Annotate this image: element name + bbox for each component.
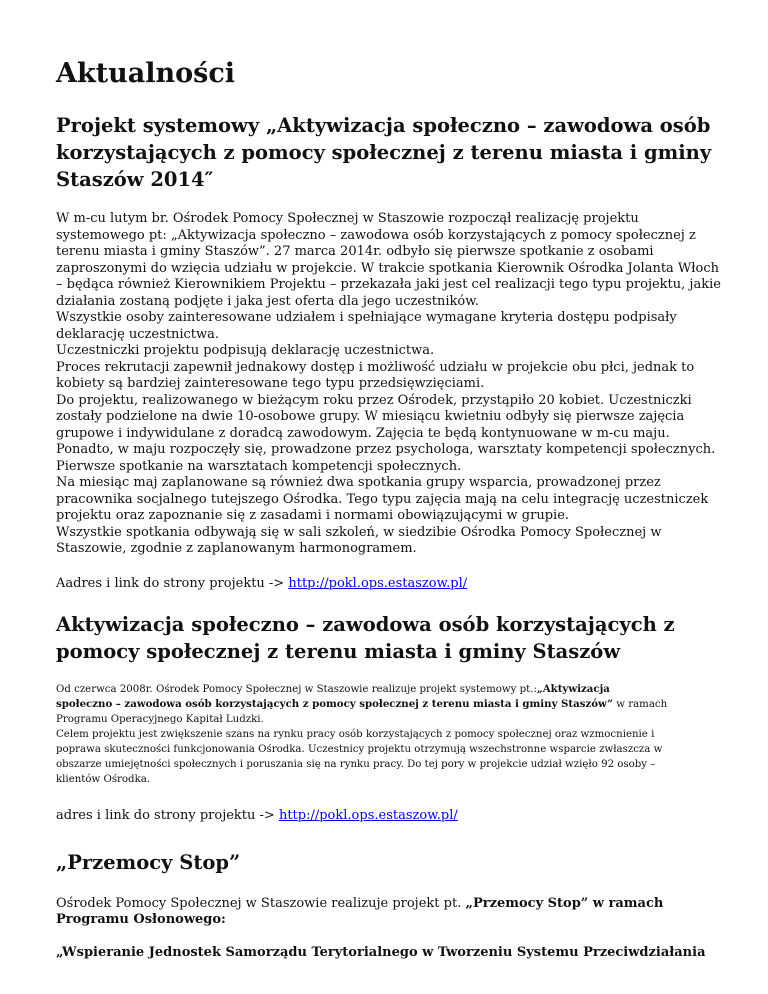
body-line	[56, 912, 712, 929]
link-prefix: adres i link do strony projektu ->	[56, 808, 279, 823]
body-line: Do projektu, realizowanego w bieżącym roku przez Ośrodek, przystąpiło 20 kobiet. Uczestniczki	[56, 392, 692, 408]
body-line: Wszystkie spotkania odbywają się w sali szkoleń, w siedzibie Ośrodka Pomocy Społecznej w	[56, 524, 662, 540]
page-title: Aktualności	[56, 58, 236, 89]
body-line: Wszystkie osoby zainteresowane udziałem i spełniające wymagane kryteria dostępu podpisały	[56, 310, 677, 325]
body-line: Celem projektu jest zwiększenie szans na rynku pracy osób korzystających z pomocy społecznej oraz wzmocnienie i	[56, 729, 655, 740]
section3-bold-paragraph	[56, 945, 712, 962]
body-line: Staszowie, zgodnie z zaplanowanym harmonogramem.	[56, 541, 417, 556]
body-line: działania zostaną podjęte i jaka jest oferta dla jego uczestników.	[56, 293, 479, 309]
body-line: systemowego pt: „Aktywizacja społeczno – zawodowa osób korzystających z pomocy społecznej z	[56, 227, 696, 243]
body-line	[56, 896, 712, 913]
intro-bold: „Aktywizacja	[536, 683, 610, 695]
body-line: Pierwsze spotkanie na warsztatach kompetencji społecznych.	[56, 458, 462, 474]
section2-heading: Aktywizacja społeczno – zawodowa osób korzystających z pomocy społecznej z terenu miasta i gminy Staszów	[56, 613, 675, 663]
body-line: W m-cu lutym br. Ośrodek Pomocy Społecznej w Staszowie rozpoczął realizację projektu	[56, 211, 639, 226]
body-line: zaproszonymi do wzięcia udziału w projekcie. W trakcie spotkania Kierownik Ośrodka Jolanta Włoch	[56, 260, 719, 276]
body-line	[56, 697, 712, 712]
project-link[interactable]: http://pokl.ops.estaszow.pl/	[278, 808, 458, 823]
intro-text: w ramach	[613, 699, 668, 710]
section1-body	[56, 211, 721, 558]
body-line: poprawa skuteczności funkcjonowania Ośrodka. Uczestnicy projektu otrzymują wszechstronne wsparcie zwłaszcza w	[56, 744, 663, 755]
bold-text: „Wspieranie Jednostek Samorządu Terytorialnego w Tworzeniu Systemu Przeciwdziałania	[56, 944, 706, 960]
section3-heading: „Przemocy Stop”	[56, 850, 241, 874]
body-line: klientów Ośrodka.	[56, 774, 151, 785]
section2-link-line	[56, 808, 712, 825]
intro-text: Ośrodek Pomocy Społecznej w Staszowie realizuje projekt pt.	[56, 895, 466, 911]
body-line: zostały podzielone na dwie 10-osobowe grupy. W miesiącu kwietniu odbyły się pierwsze zajęcia	[56, 409, 685, 424]
section1-link-line	[56, 576, 712, 593]
body-line: Proces rekrutacji zapewnił jednakowy dostęp i możliwość udziału w projekcie obu płci, jednak to	[56, 359, 695, 375]
body-line: deklarację uczestnictwa.	[56, 326, 220, 342]
link-prefix: Aadres i link do strony projektu ->	[56, 575, 289, 591]
body-line: – będąca również Kierownikiem Projektu – przekazała jaki jest cel realizacji tego typu projektu, jakie	[56, 277, 721, 292]
body-line	[56, 682, 712, 697]
intro-text: Od czerwca 2008r. Ośrodek Pomocy Społecznej w Staszowie realizuje projekt systemowy pt.:	[56, 684, 537, 695]
section1-heading: Projekt systemowy „Aktywizacja społeczno – zawodowa osób korzystających z pomocy społecznej z terenu miasta i gminy Staszów 2014″	[56, 114, 712, 191]
body-line: Na miesiąc maj zaplanowane są również dwa spotkania grupy wsparcia, prowadzonej przez	[56, 475, 661, 490]
project-link[interactable]: http://pokl.ops.estaszow.pl/	[288, 575, 468, 591]
body-line: terenu miasta i gminy Staszów”. 27 marca 2014r. odbyło się pierwsze spotkanie z osobami	[56, 244, 654, 259]
body-line: projektu oraz zapoznanie się z zasadami i normami obowiązującymi w grupie.	[56, 508, 570, 523]
body-line: Programu Operacyjnego Kapitał Ludzki.	[56, 714, 264, 725]
body-line: obszarze umiejętności społecznych i poruszania się na rynku pracy. Do tej pory w projekcie udział wzięło 92 osoby –	[56, 759, 656, 770]
body-line: grupowe i indywidulane z doradcą zawodowym. Zajęcia te będą kontynuowane w m-cu maju.	[56, 425, 670, 441]
intro-bold: Programu Osłonowego:	[56, 912, 226, 927]
intro-bold: „Przemocy Stop” w ramach	[465, 895, 664, 911]
body-line: pracownika socjalnego tutejszego Ośrodka. Tego typu zajęcia mają na celu integrację uczestniczek	[56, 491, 709, 507]
section3-intro	[56, 896, 712, 929]
body-line: Uczestniczki projektu podpisują deklarację uczestnictwa.	[56, 343, 435, 358]
body-line: kobiety są bardziej zainteresowane tego typu przedsięwzięciami.	[56, 376, 485, 391]
intro-bold: społeczno – zawodowa osób korzystających z pomocy społecznej z terenu miasta i gminy Staszów”	[56, 698, 614, 710]
section2-body	[56, 682, 712, 787]
body-line: Ponadto, w maju rozpoczęły się, prowadzone przez psychologa, warsztaty kompetencji społecznych.	[56, 442, 716, 457]
